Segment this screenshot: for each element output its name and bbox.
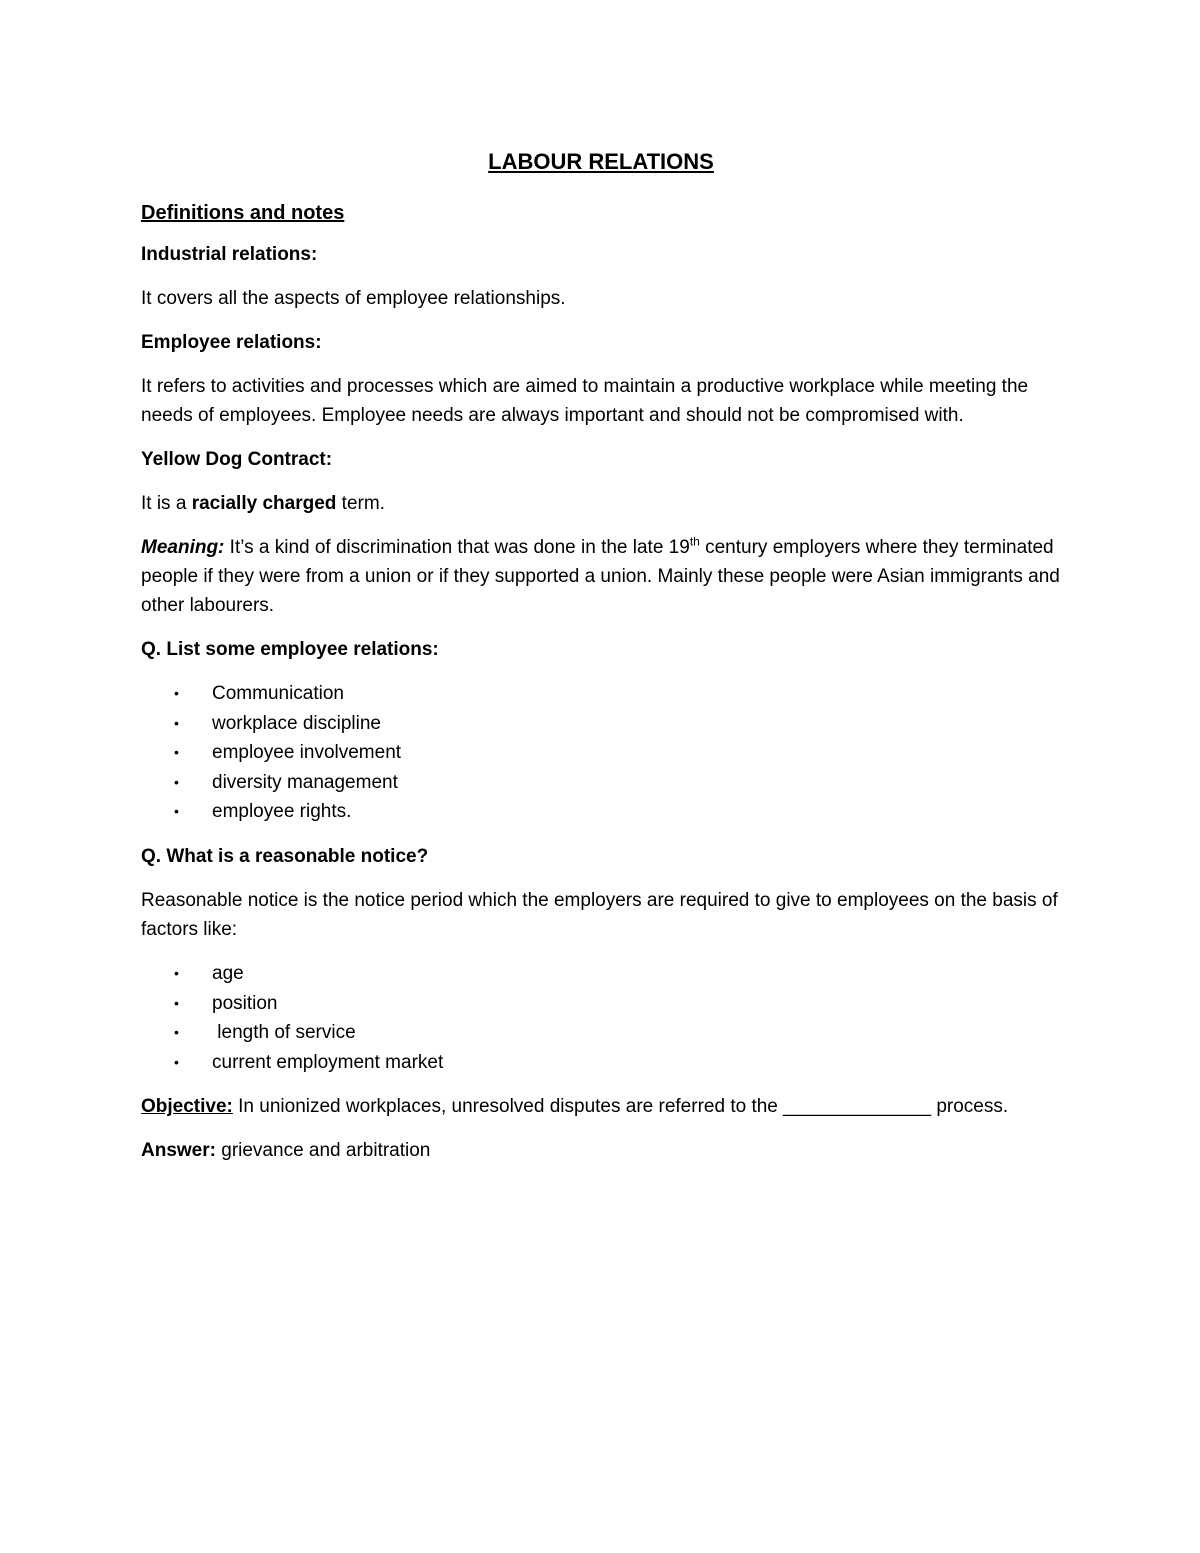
notice-factors-list xyxy=(141,959,1061,1077)
bullet-icon: • xyxy=(174,964,179,981)
bullet-icon: • xyxy=(174,803,179,820)
employee-relations-list xyxy=(141,679,1061,827)
list-item xyxy=(141,959,1061,989)
reasonable-notice-text: Reasonable notice is the notice period which the employers are required to give to employees on the basis of factors like: xyxy=(141,889,1058,940)
bullet-icon: • xyxy=(174,773,179,790)
document-title: LABOUR RELATIONS xyxy=(488,149,714,174)
list-item-text: employee rights. xyxy=(212,801,352,823)
yellow-dog-text xyxy=(141,489,1061,518)
answer-text: grievance and arbitration xyxy=(215,1140,431,1162)
list-item xyxy=(141,679,1061,709)
meaning-text-after: century employers where they terminated people if they were from a union or if they supported a union. Mainly these people were Asian immigrants and other labourers. xyxy=(141,537,1060,616)
industrial-relations-heading: Industrial relations: xyxy=(141,244,318,265)
list-item-text: diversity management xyxy=(212,771,398,793)
yellow-dog-text-bold: racially charged xyxy=(191,493,337,514)
list-item-text: position xyxy=(212,992,278,1014)
list-item-text: age xyxy=(212,962,244,984)
answer-label: Answer: xyxy=(141,1140,216,1162)
list-item xyxy=(141,738,1061,768)
bullet-icon: • xyxy=(174,1053,179,1070)
meaning-superscript: th xyxy=(689,534,700,549)
list-item xyxy=(141,797,1061,827)
answer-paragraph xyxy=(141,1136,1061,1165)
list-item xyxy=(141,1018,1061,1048)
yellow-dog-text-after: term. xyxy=(336,493,385,514)
yellow-dog-text-before: It is a xyxy=(141,493,192,514)
objective-label: Objective: xyxy=(141,1096,233,1118)
objective-text: In unionized workplaces, unresolved disputes are referred to the ______________ process. xyxy=(232,1096,1009,1118)
list-item-text: length of service xyxy=(212,1022,356,1044)
bullet-icon: • xyxy=(174,1024,179,1041)
list-item xyxy=(141,989,1061,1019)
employee-relations-text: It refers to activities and processes which are aimed to maintain a productive workplace while meeting the needs of employees. Employee needs are always important and should not be compromised with. xyxy=(141,376,1029,426)
list-item xyxy=(141,768,1061,798)
question-employee-relations: Q. List some employee relations: xyxy=(141,639,439,660)
bullet-icon: • xyxy=(174,685,179,701)
list-item-text: workplace discipline xyxy=(212,712,381,734)
industrial-relations-text: It covers all the aspects of employee relationships. xyxy=(141,288,566,309)
yellow-dog-heading: Yellow Dog Contract: xyxy=(141,449,333,470)
bullet-icon: • xyxy=(174,714,179,731)
section-subtitle: Definitions and notes xyxy=(141,202,345,224)
list-item-text: current employment market xyxy=(212,1051,444,1073)
list-item xyxy=(141,709,1061,739)
list-item-text: Communication xyxy=(212,683,344,704)
employee-relations-heading: Employee relations: xyxy=(141,332,322,353)
list-item-text: employee involvement xyxy=(212,742,402,764)
meaning-text-before: It’s a kind of discrimination that was done in the late 19 xyxy=(224,537,690,558)
document-page xyxy=(141,140,1061,1180)
meaning-label: Meaning: xyxy=(141,537,225,558)
bullet-icon: • xyxy=(174,994,179,1011)
meaning-paragraph xyxy=(141,533,1061,620)
bullet-icon: • xyxy=(174,744,179,761)
list-item xyxy=(141,1048,1061,1078)
objective-paragraph xyxy=(141,1092,1061,1121)
question-reasonable-notice: Q. What is a reasonable notice? xyxy=(141,845,429,867)
